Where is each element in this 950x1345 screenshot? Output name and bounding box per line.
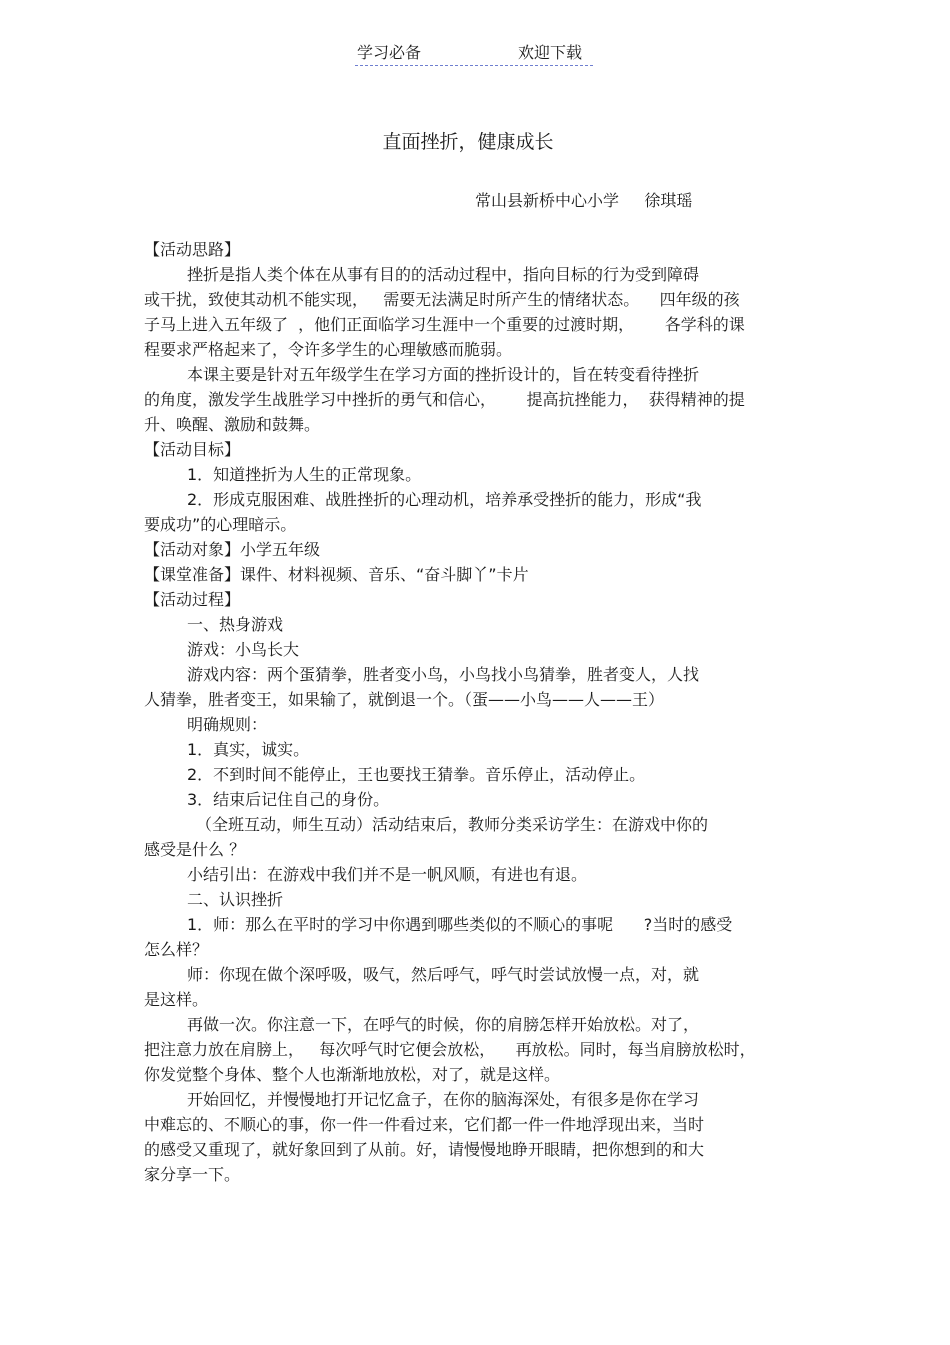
paragraph-line: 家分享一下。 — [144, 1165, 241, 1184]
paragraph-line: 的角度，激发学生战胜学习中挫折的勇气和信心， 提高抗挫能力， 获得精神的提 — [144, 390, 745, 409]
header-right-text: 欢迎下载 — [518, 43, 583, 62]
author-byline: 常山县新桥中心小学 徐琪瑶 — [475, 191, 693, 210]
paragraph-line: 开始回忆，并慢慢地打开记忆盒子，在你的脑海深处，有很多是你在学习 — [187, 1090, 700, 1109]
paragraph-line: 中难忘的、不顺心的事，你一件一件看过来，它们都一件一件地浮现出来，当时 — [144, 1115, 705, 1134]
paragraph-line: 游戏内容：两个蛋猜拳，胜者变小鸟，小鸟找小鸟猜拳，胜者变人，人找 — [187, 665, 700, 684]
list-item: 1．师：那么在平时的学习中你遇到哪些类似的不顺心的事呢 ?当时的感受 — [187, 915, 733, 934]
paragraph-line: 子马上进入五年级了 ，他们正面临学习生涯中一个重要的过渡时期， 各学科的课 — [144, 315, 745, 334]
section-heading: 【活动思路】 — [144, 240, 241, 259]
paragraph-line: 游戏：小鸟长大 — [187, 640, 300, 659]
list-item: 2．不到时间不能停止，王也要找王猜拳。音乐停止，活动停止。 — [187, 765, 646, 784]
paragraph-line: 怎么样？ — [144, 940, 209, 959]
paragraph-line: 小结引出：在游戏中我们并不是一帆风顺，有进也有退。 — [187, 865, 588, 884]
page-header — [355, 41, 593, 66]
section-heading: 【课堂准备】课件、材料视频、音乐、“奋斗脚丫”卡片 — [144, 565, 529, 584]
document-title: 直面挫折，健康成长 — [382, 131, 554, 153]
list-item: 1．知道挫折为人生的正常现象。 — [187, 465, 422, 484]
paragraph-line: 明确规则： — [187, 715, 268, 734]
paragraph-line: 人猜拳，胜者变王，如果输了，就倒退一个。（蛋——小鸟——人——王） — [144, 690, 665, 709]
subsection-heading: 二、认识挫折 — [187, 890, 284, 909]
header-left-text: 学习必备 — [357, 43, 422, 62]
subsection-heading: 一、热身游戏 — [187, 615, 284, 634]
paragraph-line: 挫折是指人类个体在从事有目的的活动过程中，指向目标的行为受到障碍 — [187, 265, 700, 284]
section-heading: 【活动对象】小学五年级 — [144, 540, 321, 559]
list-item: 1．真实，诚实。 — [187, 740, 310, 759]
paragraph-line: 或干扰，致使其动机不能实现， 需要无法满足时所产生的情绪状态。 四年级的孩 — [144, 290, 740, 309]
section-heading: 【活动目标】 — [144, 440, 241, 459]
paragraph-line: 感受是什么 ？ — [144, 840, 246, 859]
paragraph-line: 要成功”的心理暗示。 — [144, 515, 297, 534]
document-body — [144, 237, 804, 1187]
paragraph-line: 再做一次。你注意一下，在呼气的时候，你的肩膀怎样开始放松。对了， — [187, 1015, 700, 1034]
paragraph-line: 是这样。 — [144, 990, 209, 1009]
section-heading: 【活动过程】 — [144, 590, 241, 609]
paragraph-line: 升、唤醒、激励和鼓舞。 — [144, 415, 321, 434]
paragraph-line: （全班互动，师生互动）活动结束后，教师分类采访学生：在游戏中你的 — [196, 815, 709, 834]
paragraph-line: 的感受又重现了，就好象回到了从前。好，请慢慢地睁开眼睛，把你想到的和大 — [144, 1140, 705, 1159]
list-item: 3．结束后记住自己的身份。 — [187, 790, 390, 809]
paragraph-line: 师：你现在做个深呼吸，吸气，然后呼气，呼气时尝试放慢一点，对，就 — [187, 965, 700, 984]
paragraph-line: 你发觉整个身体、整个人也渐渐地放松，对了，就是这样。 — [144, 1065, 561, 1084]
paragraph-line: 程要求严格起来了，令许多学生的心理敏感而脆弱。 — [144, 340, 513, 359]
paragraph-line: 把注意力放在肩膀上， 每次呼气时它便会放松， 再放松。同时，每当肩膀放松时， — [144, 1040, 756, 1059]
paragraph-line: 本课主要是针对五年级学生在学习方面的挫折设计的，旨在转变看待挫折 — [187, 365, 700, 384]
list-item: 2．形成克服困难、战胜挫折的心理动机，培养承受挫折的能力，形成“我 — [187, 490, 702, 509]
